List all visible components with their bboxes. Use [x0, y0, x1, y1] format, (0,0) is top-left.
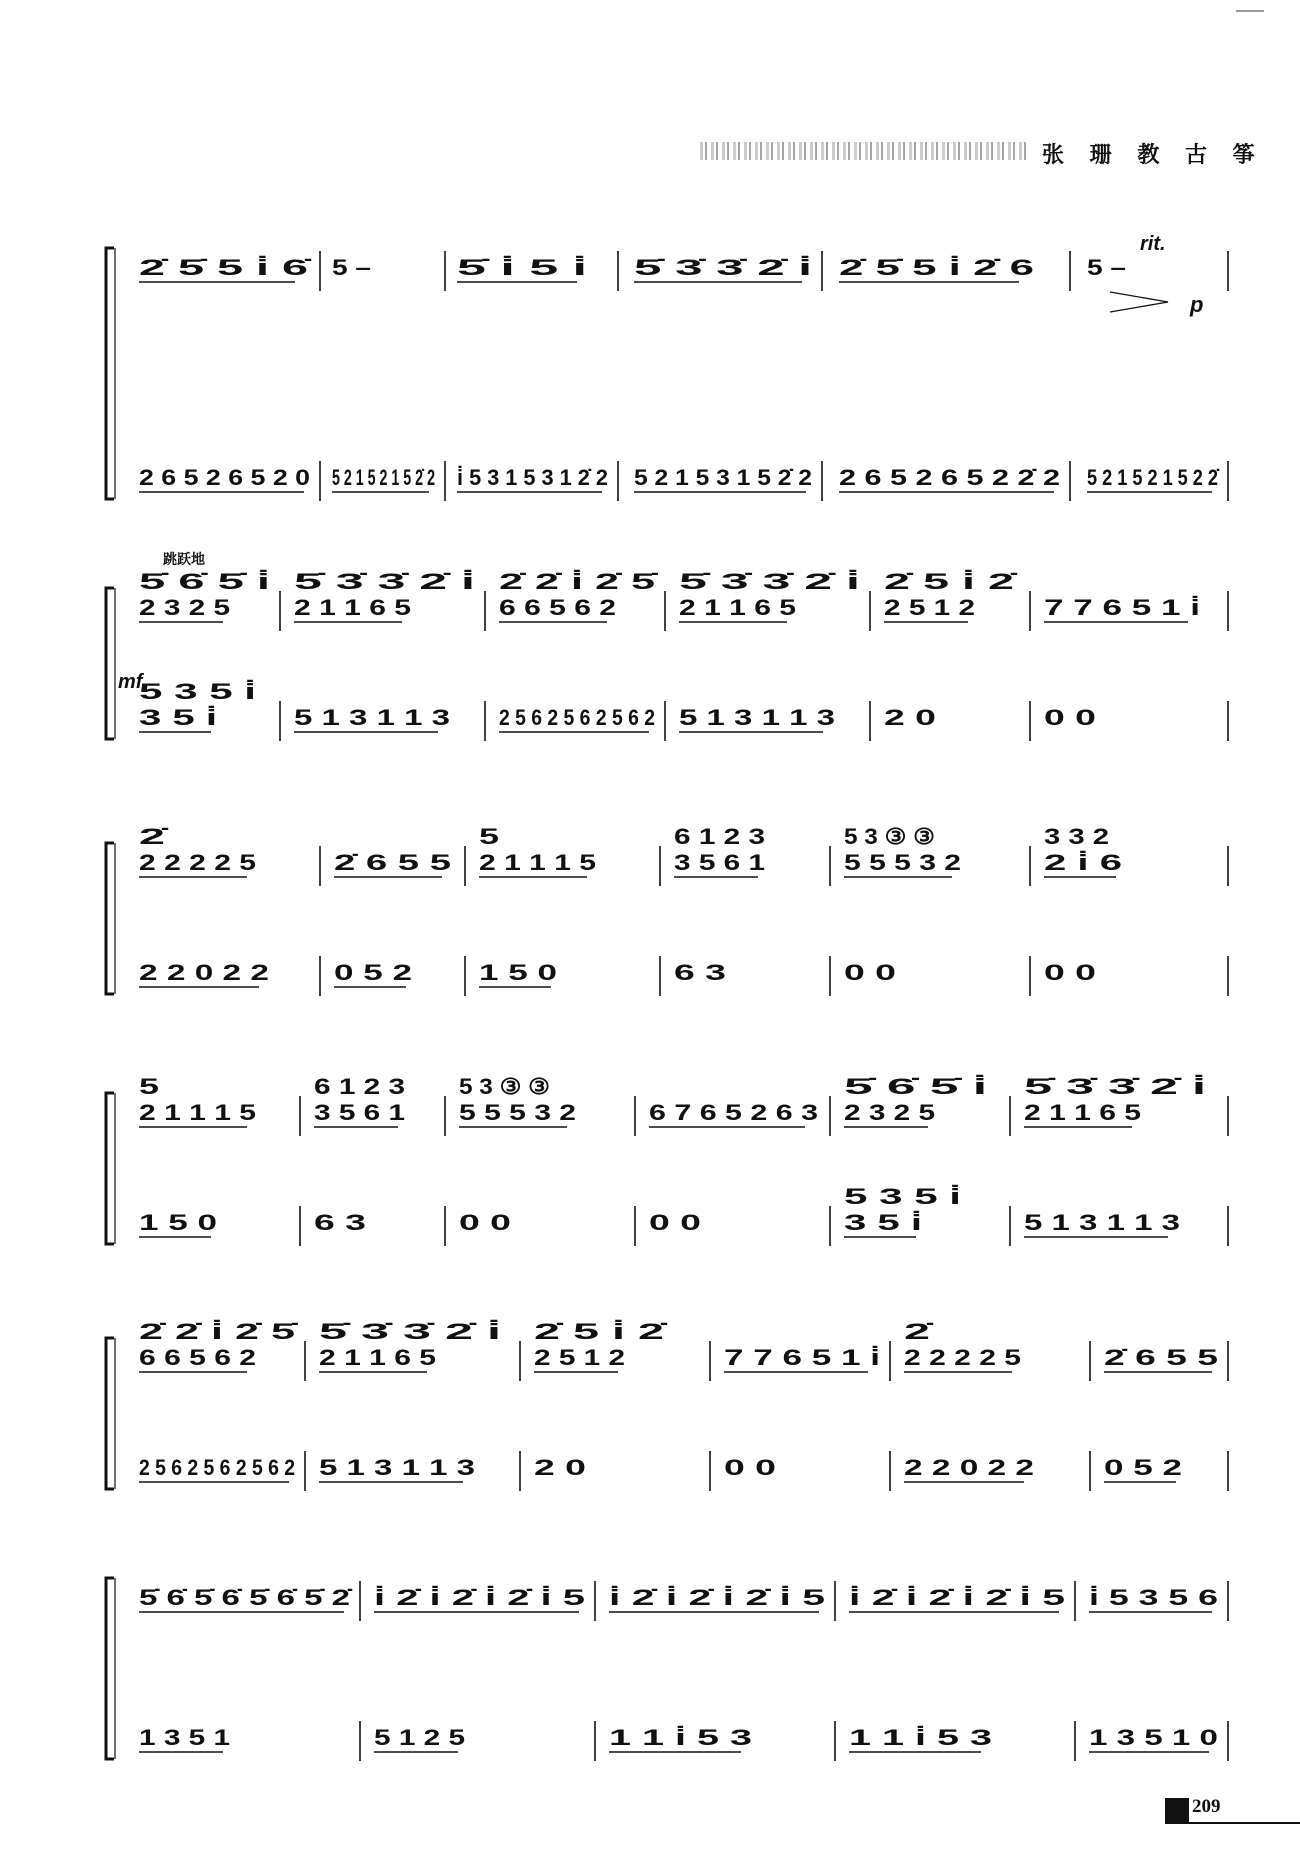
page-header	[0, 0, 1300, 200]
melody-notes: 2 5 1 2	[534, 1345, 625, 1370]
accompaniment-notes: 2 2 0 2 2	[139, 960, 269, 985]
header-rule	[1236, 10, 1264, 12]
system-bracket	[106, 588, 114, 739]
accompaniment-notes: 6 3	[314, 1210, 366, 1235]
system-bracket	[106, 1578, 114, 1759]
system-bracket	[106, 248, 114, 499]
accompaniment-notes: 3 5 i̇	[139, 705, 217, 730]
melody-notes: 2 2 2 2 5	[139, 850, 256, 875]
accompaniment-notes: 2 5 6 2 5 6 2 5 6 2	[139, 1455, 295, 1480]
accompaniment-notes: 3 5 i̇	[844, 1210, 922, 1235]
melody-notes: 2 1 1 1 5	[479, 850, 596, 875]
decrescendo-hairpin	[1110, 292, 1168, 312]
melody-notes: 2̇ 5̇ 5 i̇ 2̇ 6	[839, 255, 1034, 280]
melody-notes: 2̇ 5 i̇ 2̇	[884, 569, 1019, 594]
melody-notes: 2̇ 2̇ i̇ 2̇ 5̇	[139, 1319, 299, 1344]
system-bracket	[106, 1093, 114, 1244]
melody-notes: 2̇ 5 i̇ 2̇	[534, 1319, 669, 1344]
melody-notes: 5 –	[332, 255, 371, 280]
melody-notes: i̇ 2̇ i̇ 2̇ i̇ 2̇ i̇ 5	[374, 1585, 585, 1610]
book-title: 张 珊 教 古 筝	[1042, 143, 1264, 168]
melody-notes: 2 5 1 2	[884, 595, 975, 620]
accompaniment-notes: 1 5 0	[139, 1210, 217, 1235]
rit-marking: rit.	[1140, 233, 1166, 255]
accompaniment-notes: 0 0	[649, 1210, 701, 1235]
score-system-2	[0, 551, 1300, 790]
melody-notes: 5̇ i̇ 5 i̇	[457, 255, 587, 280]
melody-notes: 2 1 1 1 5	[139, 1100, 256, 1125]
accompaniment-notes: 2 0	[884, 705, 936, 730]
melody-notes: 3 3 2	[1044, 824, 1109, 849]
melody-notes: 2̇ 6 5 5	[334, 850, 451, 875]
melody-notes: i̇ 2̇ i̇ 2̇ i̇ 2̇ i̇ 5	[849, 1585, 1065, 1610]
footer-rule	[1165, 1822, 1300, 1824]
melody-notes: 5̇ 6̇ 5̇ i̇	[844, 1074, 987, 1099]
melody-notes: 5 –	[1087, 255, 1126, 280]
melody-notes: 2̇	[904, 1319, 935, 1344]
dynamic-mf: mf	[118, 671, 143, 693]
accompaniment-notes: 0 0	[724, 1455, 776, 1480]
score-system-3	[0, 815, 1300, 1025]
melody-notes: 5̇ 3̇ 3̇ 2̇ i̇	[294, 569, 475, 594]
accompaniment-notes: 5 1 3 1 1 3	[319, 1455, 475, 1480]
accompaniment-notes: 5 2 1 5 2 1 5 2 2̇	[1087, 465, 1220, 490]
accompaniment-notes: 2 2 0 2 2	[904, 1455, 1034, 1480]
accompaniment-notes: 0 0	[844, 960, 896, 985]
melody-notes: i̇ 2̇ i̇ 2̇ i̇ 2̇ i̇ 5	[609, 1585, 825, 1610]
melody-notes: 6 7 6 5 2 6 3	[649, 1100, 818, 1125]
accompaniment-notes: 2 5 6 2 5 6 2 5 6 2	[499, 705, 655, 730]
accompaniment-notes: 0 5 2	[1104, 1455, 1182, 1480]
melody-notes: 5 5 5 3 2	[844, 850, 961, 875]
accompaniment-notes: 6 3	[674, 960, 726, 985]
melody-notes: 3 5 6 1	[674, 850, 765, 875]
melody-notes: 2 1 1 6 5	[319, 1345, 436, 1370]
accompaniment-notes: 5 1 3 1 1 3	[1024, 1210, 1180, 1235]
accompaniment-notes: 0 5 2	[334, 960, 412, 985]
melody-notes: 6 6 5 6 2	[139, 1345, 256, 1370]
score-system-6	[0, 1550, 1300, 1760]
accompaniment-notes: 0 0	[459, 1210, 511, 1235]
melody-notes: 2̇ 5̇ 5 i̇ 6̇	[139, 255, 313, 280]
melody-notes: 5̇ 3̇ 3̇ 2̇ i̇	[634, 255, 812, 280]
accompaniment-notes: 5 2 1 5 3 1 5 2̇ 2	[634, 465, 812, 490]
melody-notes: 3 5 6 1	[314, 1100, 405, 1125]
melody-notes: 7 7 6 5 1 i̇	[724, 1345, 880, 1370]
melody-notes: 5̇ 3̇ 3̇ 2̇ i̇	[679, 569, 860, 594]
header-decoration	[700, 142, 1030, 160]
accompaniment-notes: 5 1 3 1 1 3	[294, 705, 450, 730]
melody-notes: 2 3 2 5	[139, 595, 230, 620]
page-tab	[1165, 1798, 1189, 1822]
melody-notes: 5	[139, 1074, 159, 1099]
accompaniment-notes: 1 3 5 1 0	[1089, 1725, 1218, 1750]
accompaniment-notes: 5 1 3 1 1 3	[679, 705, 835, 730]
melody-notes: 2 1 1 6 5	[1024, 1100, 1141, 1125]
page-number: 209	[1192, 1796, 1221, 1817]
score-system-5	[0, 1310, 1300, 1515]
melody-notes: 2 3 2 5	[844, 1100, 935, 1125]
accompaniment-notes: 5 2 1 5 2 1 5 2̇ 2	[332, 465, 435, 490]
system-bracket	[106, 1338, 114, 1489]
technique-marking: 跳跃地	[163, 551, 205, 567]
melody-notes: 2̇ 2̇ i̇ 2̇ 5̇	[499, 569, 659, 594]
dynamic-p: p	[1190, 292, 1204, 317]
melody-notes: 2̇ 6 5 5	[1104, 1345, 1218, 1370]
melody-notes: 5 3 ③ ③	[844, 824, 935, 849]
accompaniment-notes: i̇ 5 3 1 5 3 1 2̇ 2	[457, 465, 608, 490]
melody-notes: 6 1 2 3	[314, 1074, 405, 1099]
melody-notes: 5̇ 3̇ 3̇ 2̇ i̇	[319, 1319, 501, 1344]
melody-notes: 5̇ 6̇ 5̇ 6̇ 5̇ 6̇ 5̇ 2̇	[139, 1585, 353, 1610]
score-system-1	[0, 220, 1300, 520]
melody-notes: 5 5 5 3 2	[459, 1100, 576, 1125]
accompaniment-notes: 5 1 2 5	[374, 1725, 465, 1750]
melody-notes: 2 2 2 2 5	[904, 1345, 1021, 1370]
system-bracket	[106, 843, 114, 994]
accompaniment-notes: 2 6 5 2 6 5 2 0	[139, 465, 310, 490]
melody-notes: 5	[479, 824, 499, 849]
melody-notes: 5 3 ③ ③	[459, 1074, 550, 1099]
melody-notes: 2 1 1 6 5	[679, 595, 796, 620]
accompaniment-notes: 2 6 5 2 6 5 2 2̇ 2	[839, 465, 1060, 490]
melody-notes: 6 6 5 6 2	[499, 595, 616, 620]
melody-notes: 6 1 2 3	[674, 824, 765, 849]
accompaniment-notes: 2 0	[534, 1455, 586, 1480]
accompaniment-notes: 0 0	[1044, 960, 1096, 985]
melody-notes: 5̇ 6̇ 5̇ i̇	[139, 569, 270, 594]
accompaniment-notes: 0 0	[1044, 705, 1096, 730]
melody-notes: 2̇	[139, 824, 170, 849]
accompaniment-notes: 1 1 i̇ 5 3	[609, 1725, 752, 1750]
accompaniment-notes: 1 3 5 1	[139, 1725, 230, 1750]
melody-notes: 2 1 1 6 5	[294, 595, 411, 620]
accompaniment-notes: 1 1 i̇ 5 3	[849, 1725, 992, 1750]
accompaniment-notes: 5 3 5 i̇	[844, 1184, 961, 1209]
melody-notes: i̇ 5 3 5 6	[1089, 1585, 1218, 1610]
accompaniment-notes: 5 3 5 i̇	[139, 679, 256, 704]
melody-notes: 5̇ 3̇ 3̇ 2̇ i̇	[1024, 1074, 1206, 1099]
melody-notes: 7 7 6 5 1 i̇	[1044, 595, 1200, 620]
melody-notes: 2 i̇ 6	[1044, 850, 1122, 875]
score-system-4	[0, 1065, 1300, 1275]
accompaniment-notes: 1 5 0	[479, 960, 557, 985]
